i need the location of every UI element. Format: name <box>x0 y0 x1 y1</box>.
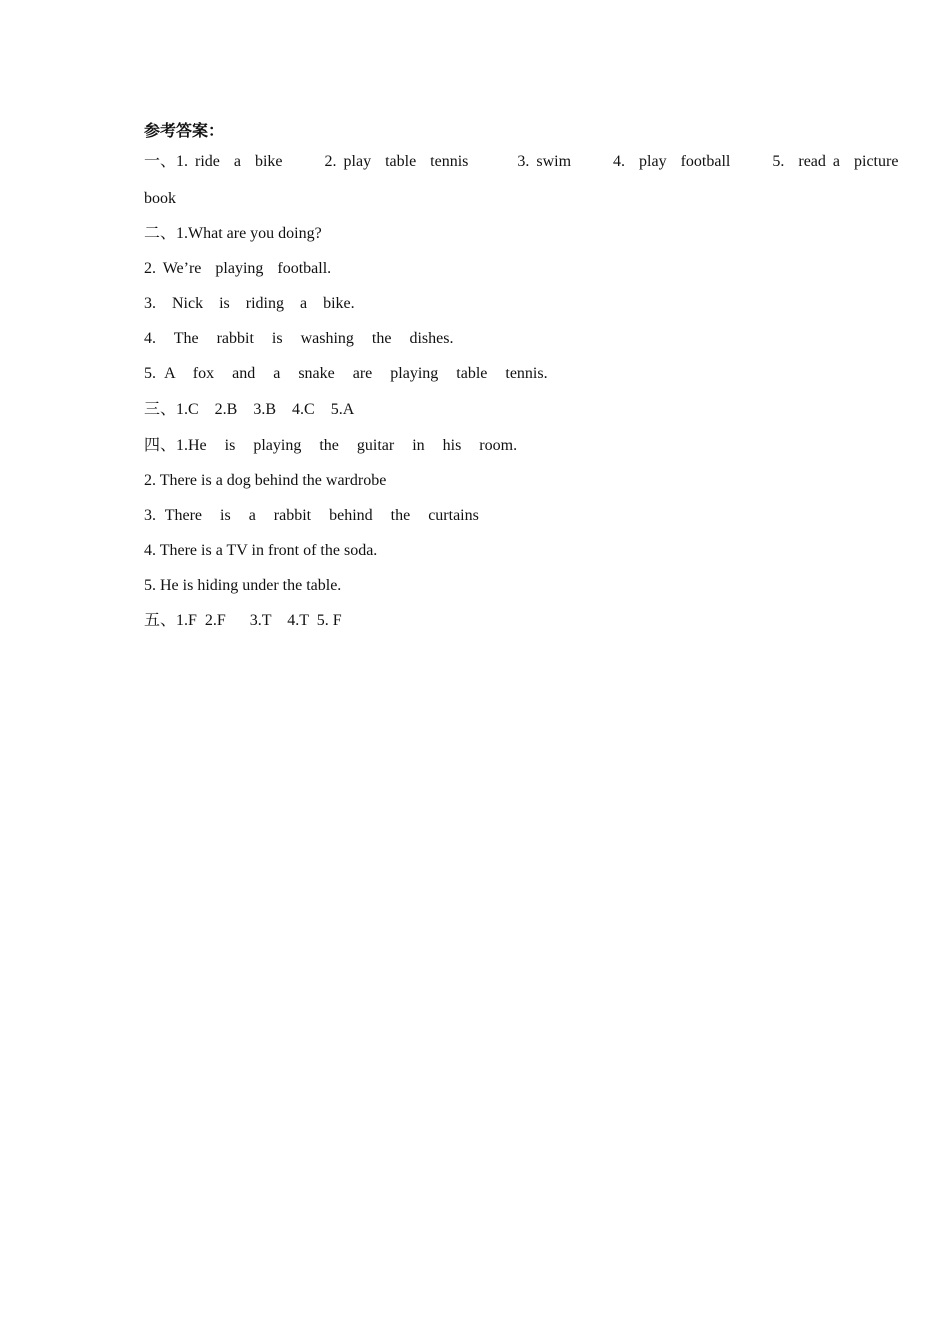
answer-line-section-2-item-3: 3. Nick is riding a bike. <box>144 295 355 312</box>
answer-line-section-2-item-5: 5. A fox and a snake are playing table tennis. <box>144 365 548 382</box>
answer-line-section-1-continued: book <box>144 190 176 207</box>
answer-line-section-3: 三、1.C 2.B 3.B 4.C 5.A <box>144 401 355 418</box>
answer-line-section-4-item-2: 2. There is a dog behind the wardrobe <box>144 472 387 489</box>
answer-line-section-2-item-1: 二、1.What are you doing? <box>144 225 322 242</box>
answer-line-section-2-item-4: 4. The rabbit is washing the dishes. <box>144 330 454 347</box>
answer-key-heading: 参考答案： <box>144 121 225 140</box>
answer-line-section-4-item-3: 3. There is a rabbit behind the curtains <box>144 507 479 524</box>
answer-line-section-4-item-1: 四、1.He is playing the guitar in his room. <box>144 437 518 454</box>
answer-line-section-4-item-5: 5. He is hiding under the table. <box>144 577 342 594</box>
answer-line-section-4-item-4: 4. There is a TV in front of the soda. <box>144 542 378 559</box>
answer-line-section-2-item-2: 2. We’re playing football. <box>144 260 332 277</box>
answer-line-section-1: 一、1. ride a bike 2. play table tennis 3. swim 4. play football 5. read a picture <box>144 153 899 170</box>
answer-line-section-5: 五、1.F 2.F 3.T 4.T 5. F <box>144 612 342 629</box>
